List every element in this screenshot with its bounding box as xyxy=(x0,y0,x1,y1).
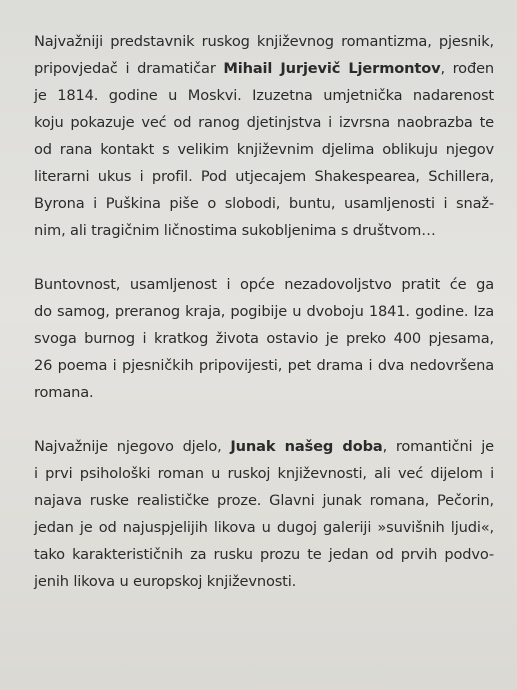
text-line: jenih likova u europskoj književnosti. xyxy=(34,573,297,590)
text-line: najava ruske realističke proze. Glavni junak romana, Pečorin, xyxy=(34,492,494,509)
text-line: svoga burnog i kratkog života ostavio je preko 400 pjesama, xyxy=(34,330,494,347)
book-title: Junak našeg doba xyxy=(230,438,383,455)
text-line: i prvi psihološki roman u ruskoj književnosti, ali već dijelom i xyxy=(34,465,494,482)
text-fragment: pripovjedač i dramatičar xyxy=(34,60,224,77)
text-line: 26 poema i pjesničkih pripovijesti, pet drama i dva nedovršena xyxy=(34,357,494,374)
paragraph-3 xyxy=(34,433,494,595)
text-line: koju pokazuje već od ranog djetinjstva i izvrsna naobrazba te xyxy=(34,114,494,131)
text-line xyxy=(34,433,494,460)
text-fragment: , romantični je xyxy=(382,438,494,455)
text-page xyxy=(34,28,494,595)
text-line: do samog, preranog kraja, pogibije u dvoboju 1841. godine. Iza xyxy=(34,303,494,320)
text-fragment: , rođen xyxy=(440,60,494,77)
text-line: je 1814. godine u Moskvi. Izuzetna umjetnička nadarenost xyxy=(34,87,494,104)
text-line: od rana kontakt s velikim književnim djelima oblikuju njegov xyxy=(34,141,494,158)
text-line: romana. xyxy=(34,384,94,401)
author-name: Mihail Jurjevič Ljermontov xyxy=(223,60,441,77)
text-line: literarni ukus i profil. Pod utjecajem Shakespearea, Schillera, xyxy=(34,168,494,185)
text-line: tako karakterističnih za rusku prozu te jedan od prvih podvo- xyxy=(34,546,494,563)
text-line: jedan je od najuspjelijih likova u dugoj galeriji »suvišnih ljudi«, xyxy=(34,519,494,536)
paragraph-2 xyxy=(34,271,494,406)
text-line: Najvažniji predstavnik ruskog književnog romantizma, pjesnik, xyxy=(34,33,494,50)
text-fragment: Najvažnije njegovo djelo, xyxy=(34,438,231,455)
text-line: nim, ali tragičnim ličnostima sukobljenima s društvom… xyxy=(34,222,436,239)
text-line: Buntovnost, usamljenost i opće nezadovoljstvo pratit će ga xyxy=(34,276,494,293)
text-line: Byrona i Puškina piše o slobodi, buntu, usamljenosti i snaž- xyxy=(34,195,494,212)
text-line xyxy=(34,55,494,82)
paragraph-1 xyxy=(34,28,494,244)
